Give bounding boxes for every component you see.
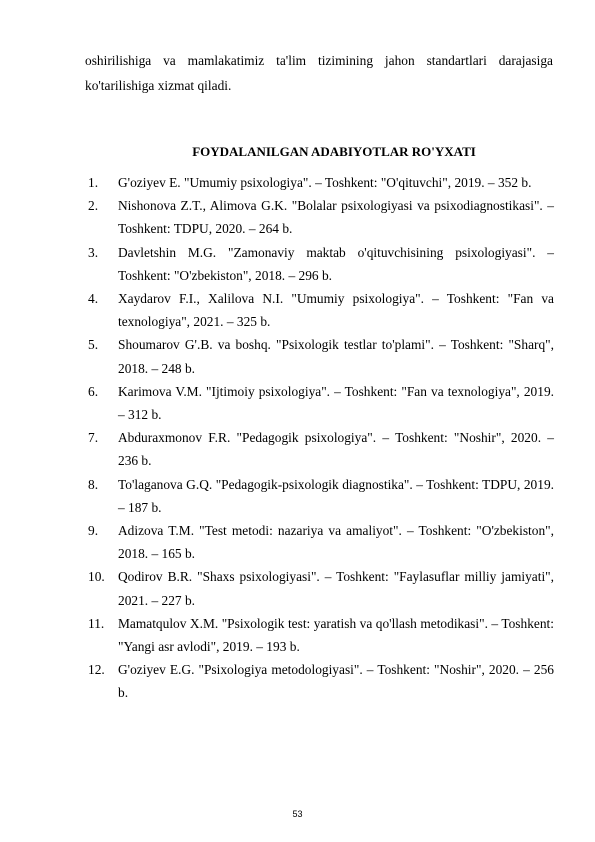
reference-item (85, 171, 554, 194)
reference-text: Karimova V.M. "Ijtimoiy psixologiya". – Toshkent: "Fan va texnologiya", 2019. – 312 b. (118, 383, 554, 423)
page-number: 53 (292, 809, 303, 819)
reference-text: To'laganova G.Q. "Pedagogik-psixologik diagnostika". – Toshkent: TDPU, 2019. – 187 b. (118, 476, 554, 515)
reference-text: Qodirov B.R. "Shaxs psixologiyasi". – Toshkent: "Faylasuflar milliy jamiyati", 2021. – 227 b. (118, 569, 554, 608)
reference-item (85, 241, 554, 287)
references-heading: FOYDALANILGAN ADABIYOTLAR RO'YXATI (192, 144, 476, 159)
reference-number: 4. (88, 291, 99, 307)
reference-item (85, 194, 554, 240)
reference-text: Shoumarov G'.B. va boshq. "Psixologik testlar to'plami". – Toshkent: "Sharq", 2018. – 248 b. (118, 337, 554, 376)
reference-item (85, 426, 554, 472)
reference-number: 8. (88, 476, 99, 492)
reference-text: Mamatqulov X.M. "Psixologik test: yaratish va qo'llash metodikasi". – Toshkent: "Yangi asr avlodi", 2019. – 193 b. (118, 615, 554, 655)
reference-item (85, 612, 554, 658)
reference-item (85, 473, 554, 519)
reference-text: Abduraxmonov F.R. "Pedagogik psixologiya". – Toshkent: "Noshir", 2020. – 236 b. (118, 430, 554, 469)
reference-text: G'oziyev E.G. "Psixologiya metodologiyasi". – Toshkent: "Noshir", 2020. – 256 b. (118, 662, 554, 701)
reference-number: 6. (88, 383, 99, 399)
reference-item (85, 565, 554, 611)
references-list (85, 171, 554, 705)
reference-text: Xaydarov F.I., Xalilova N.I. "Umumiy psixologiya". – Toshkent: "Fan va texnologiya", 2021. – 325 b. (118, 291, 554, 330)
reference-number: 12. (88, 662, 105, 678)
reference-number: 1. (88, 175, 99, 190)
reference-item (85, 519, 554, 565)
reference-number: 5. (88, 337, 99, 353)
reference-text: Adizova T.M. "Test metodi: nazariya va amaliyot". – Toshkent: "O'zbekiston", 2018. – 165 b. (118, 523, 554, 562)
reference-number: 10. (88, 569, 105, 585)
reference-text: Nishonova Z.T., Alimova G.K. "Bolalar psixologiyasi va psixodiagnostikasi". – Toshkent: TDPU, 2020. – 264 b. (118, 198, 554, 237)
reference-number: 9. (88, 523, 99, 539)
reference-item (85, 658, 554, 704)
reference-number: 2. (88, 198, 99, 214)
reference-number: 7. (88, 430, 99, 446)
reference-item (85, 287, 554, 333)
reference-item (85, 333, 554, 379)
reference-text: Davletshin M.G. "Zamonaviy maktab o'qituvchisining psixologiyasi". – Toshkent: "O'zbekiston", 2018. – 296 b. (118, 244, 554, 283)
reference-item (85, 380, 554, 426)
reference-number: 3. (88, 244, 99, 260)
reference-text: G'oziyev E. "Umumiy psixologiya". – Toshkent: "O'qituvchi", 2019. – 352 b. (118, 175, 532, 190)
reference-number: 11. (88, 615, 105, 631)
intro-paragraph: oshirilishiga va mamlakatimiz ta'lim tizimining jahon standartlari darajasiga ko'tarilishiga xizmat qiladi. (85, 53, 553, 93)
